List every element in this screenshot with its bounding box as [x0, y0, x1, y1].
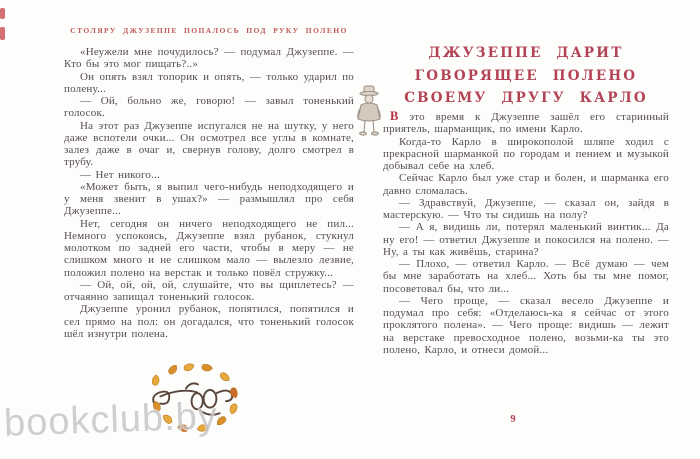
chapter-title-line: ГОВОРЯЩЕЕ ПОЛЕНО — [414, 67, 638, 84]
paragraph: — Ой, больно же, говорю! — завыл тоненький голосок. — [64, 95, 354, 120]
paragraph-text: это время к Джузеппе зашёл его старинный приятель, шарманщик, по имени Карло. — [383, 111, 669, 136]
page-edge-artifact — [0, 8, 5, 19]
page-number: 9 — [510, 414, 516, 425]
drop-cap: В — [390, 109, 399, 123]
paragraph: — Ой, ой, ой, ой, слушайте, что вы щиплетесь? — отчаянно запищал тоненький голосок. — [64, 278, 354, 303]
left-page-body — [64, 46, 354, 340]
paragraph: Нет, сегодня он ничего неподходящего не пил... Немного успокоясь, Джузеппе взял рубанок, стукнул молотком по задней его части, чтобы в меру — не слишком много и не слишком мало — вылезло лезвие, положил полено на верстак и только повёл стружку... — [64, 217, 354, 279]
paragraph: — Плохо, — ответил Карло. — Всё думаю — чем бы мне заработать на хлеб... Хоть бы ты мне помог, посоветовал бы, что ли... — [383, 258, 669, 295]
chapter-title — [383, 42, 669, 110]
paragraph: На этот раз Джузеппе испугался не на шутку, у него даже вспотели очки... Он осмотрел все углы в комнате, залез даже в очаг и, свернув голову, долго смотрел в трубу. — [64, 119, 354, 169]
chapter-title-line: СВОЕМУ ДРУГУ КАРЛО — [404, 90, 648, 106]
paragraph: Он опять взял топорик и опять, — только ударил по полену... — [64, 70, 354, 95]
paragraph: Когда-то Карло в широкополой шляпе ходил с прекрасной шарманкой по городам и пением и музыкой добывал себе на хлеб. — [383, 135, 669, 172]
paragraph: — Здравствуй, Джузеппе, — сказал он, зайдя в мастерскую. — Что ты сидишь на полу? — [383, 196, 669, 221]
paragraph: Сейчас Карло был уже стар и болен, и шарманка его давно сломалась. — [383, 172, 669, 197]
paragraph: — А я, видишь ли, потерял маленький винтик... Да ну его! — ответил Джузеппе и покосился на полено. — Ну, а ты как живёшь, старина? — [383, 221, 669, 258]
watermark: bookclub.by — [3, 395, 219, 445]
paragraph: «Может быть, я выпил чего-нибудь неподходящего и у меня звенит в ушах?» — размышлял про себя Джузеппе... — [64, 180, 354, 218]
paragraph-with-dropcap — [383, 110, 669, 136]
paragraph: — Чего проще, — сказал весело Джузеппе и подумал про себя: «Отделаюсь-ка я сейчас от этого проклятого полена». — Чего проще: видишь — лежит на верстаке превосходное полено, возьми-ка ты это полено, Карло, и отнеси домой... — [383, 294, 669, 356]
right-page-body — [383, 110, 669, 356]
chapter-title-line: ДЖУЗЕППЕ ДАРИТ — [428, 45, 624, 61]
paragraph: — Нет никого... — [80, 168, 160, 181]
running-header: СТОЛЯРУ ДЖУЗЕППЕ ПОПАЛОСЬ ПОД РУКУ ПОЛЕНО — [70, 26, 348, 35]
carlo-illustration — [351, 84, 387, 138]
paragraph: «Неужели мне почудилось? — подумал Джузеппе. — Кто бы это мог пищать?..» — [64, 46, 354, 71]
paragraph: Джузеппе уронил рубанок, попятился, попятился и сел прямо на пол: он догадался, что тоненький голосок шёл изнутри полена. — [64, 303, 354, 340]
page-edge-artifact — [0, 27, 5, 40]
